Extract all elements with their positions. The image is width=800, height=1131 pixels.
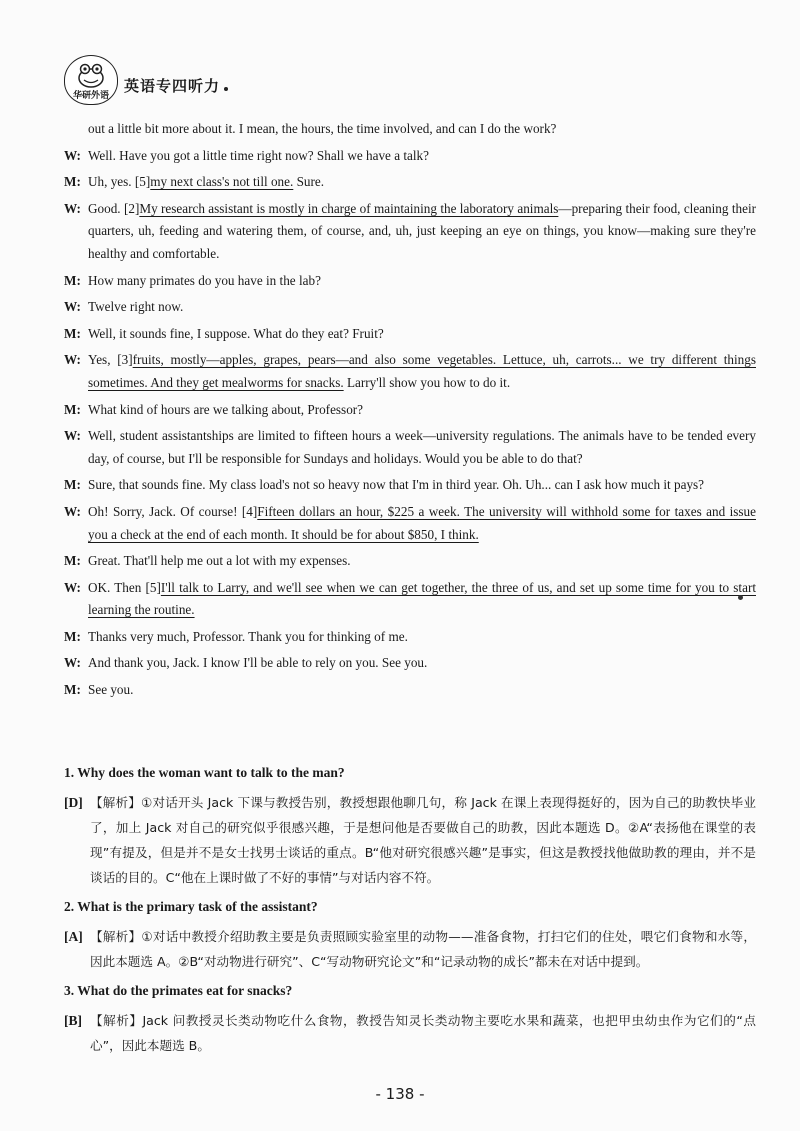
explanation-text: 【解析】Jack 问教授灵长类动物吃什么食物，教授告知灵长类动物主要吃水果和蔬菜，也把甲虫幼虫作为它们的“点心”，因此本题选 B。 xyxy=(90,1013,756,1053)
dialogue-line xyxy=(64,474,756,497)
dialogue-line xyxy=(64,349,756,394)
answer-explanation xyxy=(64,924,756,974)
speaker-label: M: xyxy=(64,553,81,569)
text-run: Well, it sounds fine, I suppose. What do they eat? Fruit? xyxy=(88,325,384,341)
dialogue-text xyxy=(88,323,756,346)
dialogue-line xyxy=(64,171,756,194)
speaker-label: M: xyxy=(64,477,81,493)
dialogue-text xyxy=(88,626,756,649)
dialogue-line xyxy=(64,577,756,622)
underlined-answer: fruits, mostly—apples, grapes, pears—and also some vegetables. Lettuce, uh, carrots... we try different things sometimes. And they get mealworms for snacks. xyxy=(88,352,756,390)
dialogue-line xyxy=(64,296,756,319)
question-text: 1. Why does the woman want to talk to the man? xyxy=(64,765,345,780)
speaker-label: W: xyxy=(64,655,81,671)
question-text: 3. What do the primates eat for snacks? xyxy=(64,983,293,998)
dialogue-line xyxy=(64,550,756,573)
questions-section xyxy=(64,762,756,1064)
dialogue-text xyxy=(88,198,756,266)
dialogue-text xyxy=(88,118,756,141)
text-run: out a little bit more about it. I mean, the hours, the time involved, and can I do the work? xyxy=(88,121,557,136)
page-header xyxy=(64,55,264,105)
page-number: - 138 - xyxy=(375,1085,425,1103)
speaker-label: W: xyxy=(64,579,81,595)
speaker-label: M: xyxy=(64,682,81,698)
dialogue-line xyxy=(64,145,756,168)
text-run: Larry'll show you how to do it. xyxy=(343,374,511,390)
dialogue-text xyxy=(88,679,756,702)
text-run: OK. Then [5] xyxy=(88,579,161,595)
text-run: And thank you, Jack. I know I'll be able to rely on you. See you. xyxy=(88,655,428,671)
dialogue-transcript xyxy=(64,118,756,706)
text-run: Oh! Sorry, Jack. Of course! [4] xyxy=(88,503,258,519)
logo-text: 华研外语 xyxy=(72,91,109,101)
dialogue-line xyxy=(64,270,756,293)
explanation-text: 【解析】①对话开头 Jack 下课与教授告别，教授想跟他聊几句，称 Jack 在课上表现得挺好的，因为自己的助教快毕业了，加上 Jack 对自己的研究似乎很感兴趣，于是想问他是否要做自己的助教，因此本题选 D。②A“表扬他在课堂的表现”有提及，但是并不是女士找男士谈话的重点。B“他对研究很感兴趣”是事实，但这是教授找他做助教的理由，并不是谈话的目的。C“他在上课时做了不好的事情”与对话内容不符。 xyxy=(90,795,756,885)
underlined-answer: My research assistant is mostly in charge of maintaining the laboratory animals xyxy=(139,200,559,216)
speaker-label: W: xyxy=(64,299,81,315)
dialogue-text xyxy=(88,270,756,293)
dialogue-line xyxy=(64,118,756,141)
dialogue-text xyxy=(88,474,756,497)
speaker-label: M: xyxy=(64,325,81,341)
dialogue-line xyxy=(64,425,756,470)
text-run: Well. Have you got a little time right now? Shall we have a talk? xyxy=(88,147,429,163)
underlined-answer: I'll talk to Larry, and we'll see when we can get together, the three of us, and set up some time for you to start learning the routine. xyxy=(88,579,756,618)
text-run: Uh, yes. [5] xyxy=(88,174,151,190)
underlined-answer: my next class's not till one. xyxy=(150,174,294,190)
answer-key: [D] xyxy=(64,795,83,810)
explanation-text: 【解析】①对话中教授介绍助教主要是负责照顾实验室里的动物——准备食物，打扫它们的住处，喂它们食物和水等，因此本题选 A。②B“对动物进行研究”、C“写动物研究论文”和“记录动物的成长”都未在对话中提到。 xyxy=(90,929,756,969)
dialogue-line xyxy=(64,679,756,702)
speaker-label: M: xyxy=(64,272,81,288)
mark-dot xyxy=(738,595,743,600)
text-run: See you. xyxy=(88,682,134,698)
title-dot xyxy=(224,87,228,91)
text-run: How many primates do you have in the lab? xyxy=(88,272,321,288)
dialogue-text xyxy=(88,171,756,194)
dialogue-text xyxy=(88,652,756,675)
book-title: 英语专四听力 xyxy=(124,77,221,95)
dialogue-text xyxy=(88,399,756,422)
dialogue-text xyxy=(88,501,756,546)
underlined-answer: Fifteen dollars an hour, $225 a week. The university will withhold some for taxes and issue you a check at the end of each month. It should be for about $850, I think. xyxy=(88,503,756,542)
text-run: Good. [2] xyxy=(88,200,140,216)
question-text: 2. What is the primary task of the assistant? xyxy=(64,899,318,914)
text-run: Great. That'll help me out a lot with my expenses. xyxy=(88,553,351,569)
answer-explanation xyxy=(64,790,756,890)
dialogue-line xyxy=(64,399,756,422)
text-run: Twelve right now. xyxy=(88,299,184,315)
dialogue-line xyxy=(64,323,756,346)
speaker-label: W: xyxy=(64,200,81,216)
publisher-logo xyxy=(64,55,118,105)
dialogue-text xyxy=(88,577,756,622)
text-run: Thanks very much, Professor. Thank you for thinking of me. xyxy=(88,628,408,644)
dialogue-line xyxy=(64,198,756,266)
answer-key: [A] xyxy=(64,929,83,944)
dialogue-line xyxy=(64,501,756,546)
answer-explanation xyxy=(64,1008,756,1058)
dialogue-text xyxy=(88,145,756,168)
dialogue-text xyxy=(88,425,756,470)
speaker-label: W: xyxy=(64,352,81,368)
dialogue-line xyxy=(64,626,756,649)
speaker-label: W: xyxy=(64,503,81,519)
dialogue-text xyxy=(88,550,756,573)
text-run: —preparing their food, cleaning their quarters, uh, feeding and watering them, of course, and, uh, just keeping an eye on things, you know—making sure they're healthy and comfortable. xyxy=(88,200,757,261)
text-run: Sure. xyxy=(293,174,325,190)
dialogue-text xyxy=(88,296,756,319)
text-run: Well, student assistantships are limited to fifteen hours a week—university regulations. The animals have to be tended every day, of course, but I'll be responsible for Sundays and holidays. Would you be able to do that? xyxy=(88,428,756,466)
speaker-label: W: xyxy=(64,428,81,444)
dialogue-text xyxy=(88,349,756,394)
text-run: Sure, that sounds fine. My class load's not so heavy now that I'm in third year. Oh. Uh... can I ask how much it pays? xyxy=(88,477,705,493)
speaker-label: W: xyxy=(64,147,81,163)
speaker-label: M: xyxy=(64,628,81,644)
text-run: What kind of hours are we talking about, Professor? xyxy=(88,401,364,417)
dialogue-line xyxy=(64,652,756,675)
speaker-label: M: xyxy=(64,401,81,417)
answer-key: [B] xyxy=(64,1013,82,1028)
text-run: Yes, [3] xyxy=(88,352,133,368)
speaker-label: M: xyxy=(64,174,81,190)
